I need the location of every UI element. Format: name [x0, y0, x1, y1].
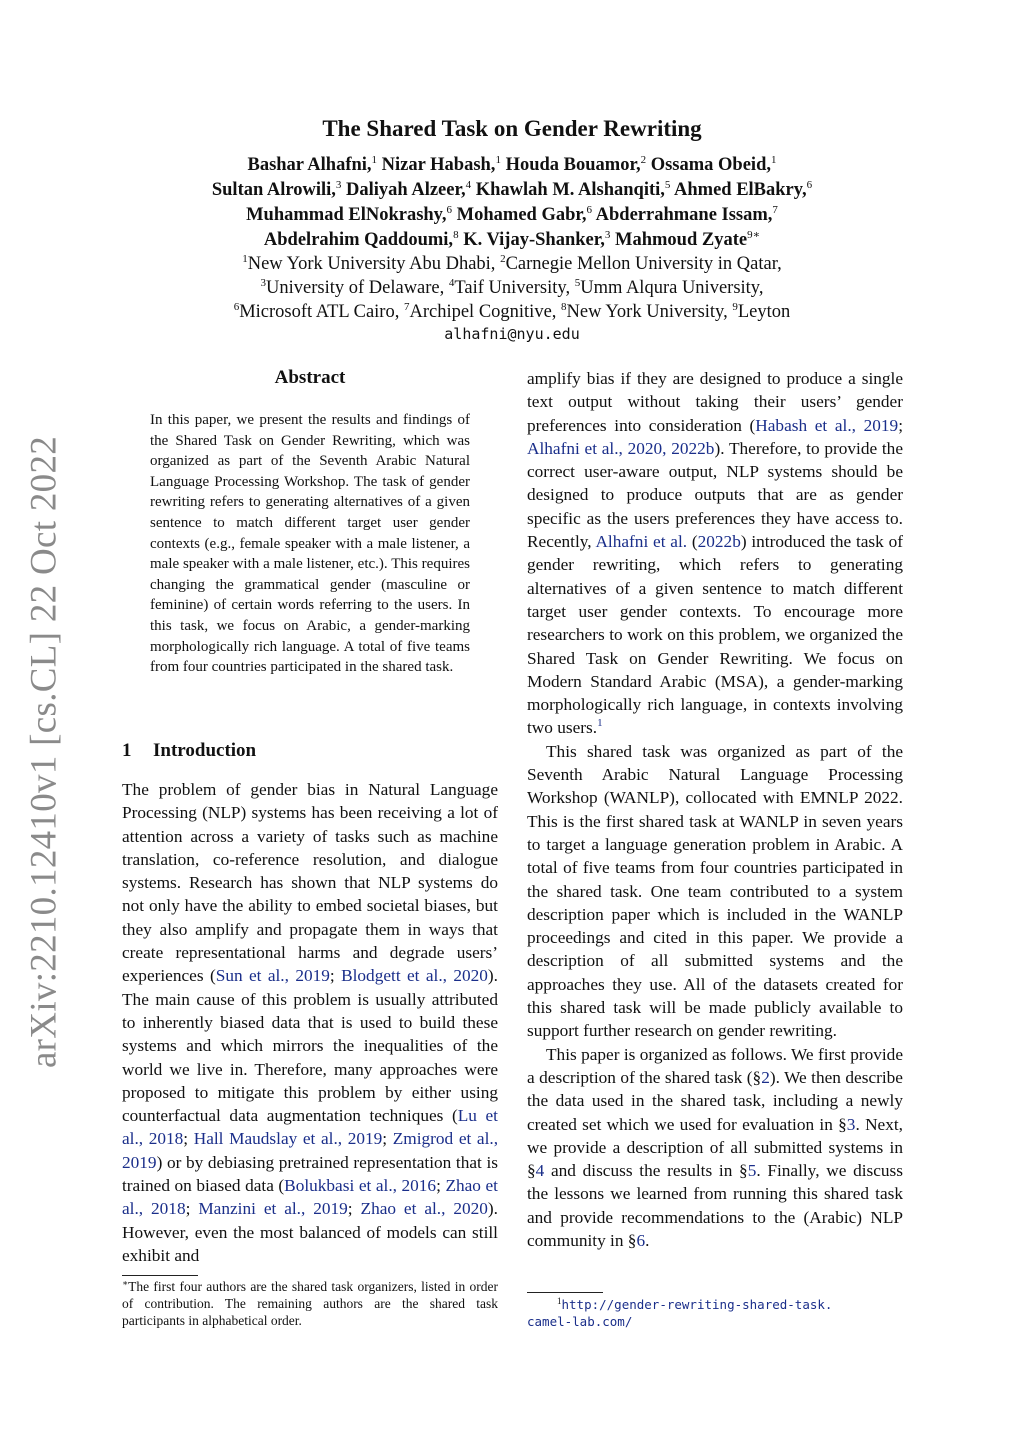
affiliation-name: New York University Abu Dhabi,: [247, 254, 496, 274]
footnote-url: [527, 1296, 903, 1330]
affiliation-sup: 4: [448, 277, 455, 289]
paper-title: The Shared Task on Gender Rewriting: [322, 116, 702, 141]
intro-paragraph-1: The problem of gender bias in Natural Language Processing (NLP) systems has been receiving a lot of attention across a variety of tasks such as machine translation, co-reference resolution, and dialogue systems. Research has shown that NLP systems do not only have the ability to embed societal biases, but they also amplify and propagate them in ways that create representational harms and degrade users’ experiences (Sun et al., 2019; Blodgett et al., 2020). The main cause of this problem is usually attributed to inherently biased data that is used to build these systems and which mirrors the inequalities of the world we live in. Therefore, many approaches were proposed to mitigate this problem by either using counterfactual data augmentation techniques (Lu et al., 2018; Hall Maudslay et al., 2019; Zmigrod et al., 2019) or by debiasing pretrained representation that is trained on biased data (Bolukbasi et al., 2016; Zhao et al., 2018; Manzini et al., 2019; Zhao et al., 2020). However, even the most balanced of models can still exhibit and: [122, 780, 499, 1265]
right-column-text: [527, 367, 903, 1252]
author-name: Bashar Alhafni,: [247, 155, 372, 175]
author-name: K. Vijay-Shanker,: [463, 230, 605, 250]
author-line-1: [0, 153, 1024, 177]
abstract-body: In this paper, we present the results and findings of the Shared Task on Gender Rewriting, which was organized as part of the Seventh Arabic Natural Language Processing Workshop. The task of gender rewriting refers to generating alternatives of a given sentence to match different target user gender contexts (e.g., female speaker with a male listener, a male speaker with a male listener, etc.). This requires changing the grammatical gender (masculine or feminine) of certain words referring to the users. In this task, we focus on Arabic, a gender-marking morphologically rich language. A total of five teams from four countries participated in the shared task.: [150, 412, 470, 676]
footnote-url-link-cont[interactable]: camel-lab.com/: [527, 1314, 633, 1329]
author-name: Mahmoud Zyate: [615, 230, 748, 250]
affiliation-sup: 3: [260, 277, 267, 289]
author-name: Mohamed Gabr,: [456, 205, 587, 225]
affiliation-sup: 9: [732, 301, 738, 313]
affiliation-name: Microsoft ATL Cairo,: [239, 302, 400, 322]
citation-link[interactable]: Habash et al., 2019: [755, 415, 899, 435]
section-ref-link[interactable]: 2: [761, 1067, 770, 1087]
author-name: Sultan Alrowili,: [211, 180, 336, 200]
author-affil-sup: 1: [495, 154, 501, 166]
citation-link[interactable]: Alhafni et al., 2020, 2022b: [527, 438, 715, 458]
footnote-divider-right: [527, 1292, 603, 1293]
left-column-text: [122, 778, 498, 1267]
intro-paragraph-3: This paper is organized as follows. We first provide a description of the shared task (§2). We then describe the data used in the shared task, including a newly created set which we used for evaluation in §3. Next, we provide a description of all submitted systems in §4 and discuss the results in §5. Finally, we discuss the lessons we learned from running this shared task and provide recommendations to the (Arabic) NLP community in §6.: [527, 1044, 903, 1250]
author-name: Daliyah Alzeer,: [346, 180, 466, 200]
author-name: Houda Bouamor,: [505, 155, 641, 175]
affiliation-sup: 8: [561, 301, 567, 313]
section-number: 1: [122, 740, 132, 761]
affiliation-sup: 5: [574, 277, 581, 289]
author-name: Abdelrahim Qaddoumi,: [263, 230, 454, 250]
affiliation-name: Leyton: [737, 302, 791, 322]
author-name: Ahmed ElBakry,: [674, 180, 807, 200]
footnote-marker: 1: [557, 1296, 562, 1306]
author-affil-sup: 2: [640, 154, 647, 166]
author-line-2: [0, 178, 1024, 202]
section-ref-link[interactable]: 6: [636, 1230, 646, 1250]
author-line-4: [0, 228, 1024, 252]
author-name: Abderrahmane Issam,: [595, 205, 773, 225]
citation-link[interactable]: Alhafni et al.: [595, 532, 688, 552]
author-name: Nizar Habash,: [381, 155, 496, 175]
citation-link[interactable]: Manzini et al., 2019: [198, 1199, 348, 1219]
author-affil-sup: 6: [446, 204, 453, 216]
citation-link[interactable]: Sun et al., 2019: [215, 966, 330, 986]
author-name: Ossama Obeid,: [650, 155, 771, 175]
author-name: Muhammad ElNokrashy,: [246, 205, 447, 225]
citation-link[interactable]: Blodgett et al., 2020: [341, 966, 488, 986]
citation-link[interactable]: Zhao et al., 2020: [360, 1199, 488, 1219]
author-line-3: [0, 203, 1024, 227]
author-affil-sup: 6: [586, 204, 593, 216]
citation-link[interactable]: Zmigrod et al., 2019: [122, 1129, 499, 1172]
author-affil-sup: 1: [771, 154, 777, 166]
affiliation-line-2: [0, 276, 1024, 300]
affiliation-line-1: [0, 252, 1024, 276]
author-name: Khawlah M. Alshanqiti,: [475, 180, 665, 200]
affiliation-sup: 2: [500, 253, 506, 265]
footnote-url-link[interactable]: http://gender-rewriting-shared-task.: [561, 1297, 833, 1312]
author-affil-sup: 6: [806, 179, 813, 191]
citation-link[interactable]: 2022b: [697, 532, 741, 552]
contact-email: alhafni@nyu.edu: [444, 325, 580, 343]
citation-link[interactable]: Zhao et al., 2018: [122, 1176, 498, 1219]
section-heading-introduction: [122, 740, 256, 762]
affiliation-sup: 7: [403, 301, 410, 313]
footnote-marker: ∗: [122, 1278, 129, 1288]
affiliation-sup: 1: [242, 253, 248, 265]
abstract-heading: Abstract: [274, 367, 346, 388]
author-affil-sup: 3: [335, 179, 342, 191]
section-ref-link[interactable]: 3: [846, 1114, 856, 1134]
section-title: Introduction: [153, 740, 257, 761]
affiliation-name: Carnegie Mellon University in Qatar,: [505, 254, 782, 274]
affiliation-name: Umm Alqura University,: [580, 278, 764, 298]
author-affil-sup: 8: [453, 229, 459, 241]
affiliation-line-3: [0, 300, 1024, 324]
citation-link[interactable]: Lu et al., 2018: [122, 1106, 498, 1149]
affiliation-sup: 6: [233, 301, 240, 313]
intro-paragraph-1-continued: amplify bias if they are designed to produce a single text output without taking their users’ gender preferences into consideration (Habash et al., 2019; Alhafni et al., 2020, 2022b). Therefore, to provide the correct user-aware output, NLP systems should be designed to produce outputs that are as gender specific as the users preferences they have access to. Recently, Alhafni et al. (2022b) introduced the task of gender rewriting, which refers to generating alternatives of a given sentence to match different target user gender contexts. To encourage more researchers to work on this problem, we organized the Shared Task on Gender Rewriting. We focus on Modern Standard Arabic (MSA), a gender-marking morphologically rich language, in contexts involving two users.$^1$: [527, 369, 903, 738]
author-affil-sup: 5: [664, 179, 671, 191]
affiliation-name: New York University,: [566, 302, 728, 322]
author-affil-sup: 3: [604, 229, 611, 241]
citation-link[interactable]: Bolukbasi et al., 2016: [284, 1176, 437, 1196]
affiliation-name: University of Delaware,: [266, 278, 445, 298]
footnote-text: The first four authors are the shared task organizers, listed in order of contribution. The remaining authors are the shared task participants in alphabetical order.: [122, 1279, 498, 1328]
section-ref-link[interactable]: 4: [535, 1161, 545, 1181]
affiliation-name: Taif University,: [454, 278, 571, 298]
author-affil-sup: 9∗: [747, 229, 761, 241]
footnote-author-order: [122, 1278, 498, 1329]
author-affil-sup: 7: [772, 204, 778, 216]
citation-link[interactable]: Hall Maudslay et al., 2019: [193, 1129, 383, 1149]
footnote-marker-link[interactable]: 1: [597, 717, 603, 730]
author-affil-sup: 1: [371, 154, 378, 166]
arxiv-identifier-stamp: arXiv:2210.12410v1 [cs.CL] 22 Oct 2022: [23, 435, 65, 1069]
author-affil-sup: 4: [465, 179, 472, 191]
affiliation-name: Archipel Cognitive,: [409, 302, 557, 322]
intro-paragraph-2: This shared task was organized as part of the Seventh Arabic Natural Language Processing Workshop (WANLP), collocated with EMNLP 2022. This is the first shared task at WANLP in seven years to target a language generation problem in Arabic. A total of five teams from four countries participated in the shared task. One team contributed to a system description paper which is included in the WANLP proceedings and cited in this paper. We provide a description of all submitted systems and the approaches they use. All of the datasets created for this shared task will be made publicly available to support further research on gender rewriting.: [527, 741, 903, 1041]
footnote-divider-left: [122, 1275, 198, 1276]
section-ref-link[interactable]: 5: [747, 1161, 757, 1181]
